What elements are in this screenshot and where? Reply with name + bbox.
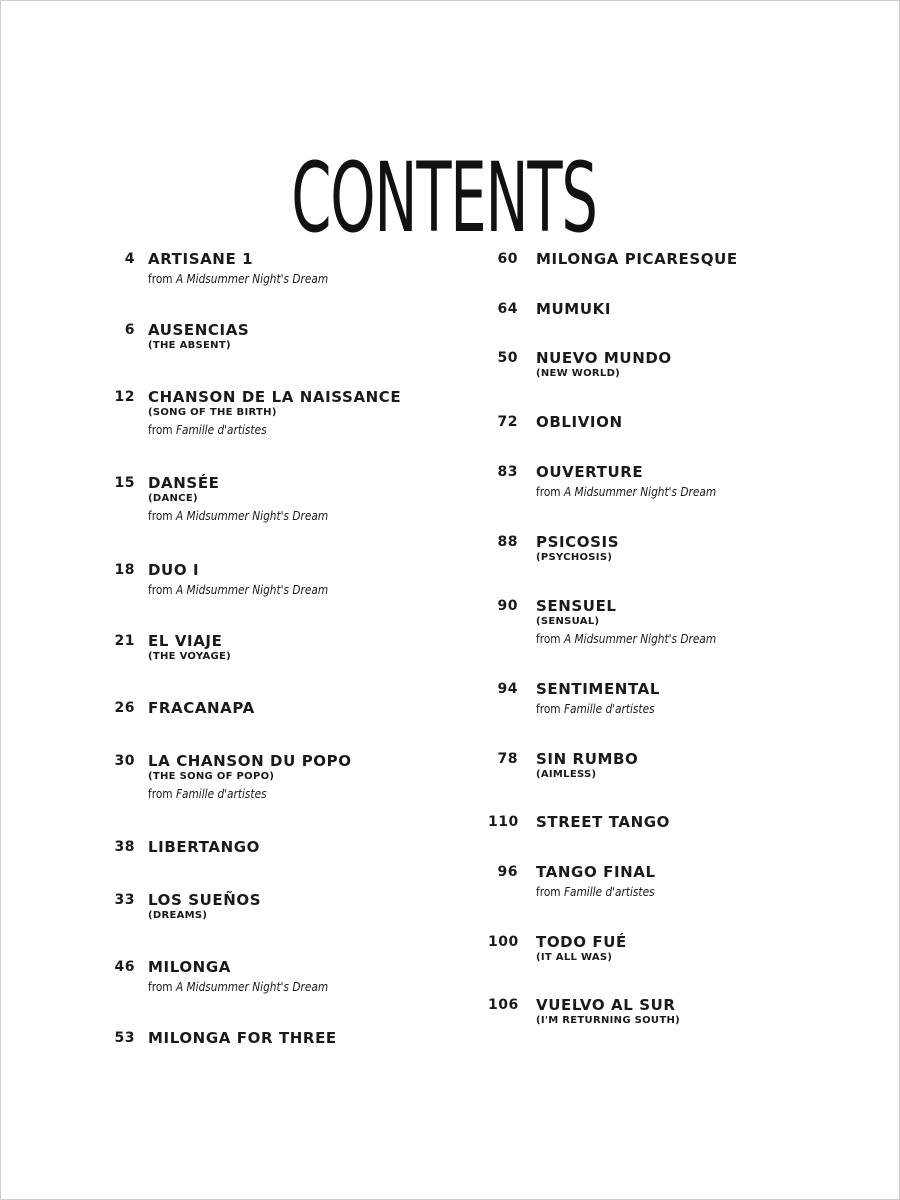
- song-source: [148, 978, 328, 996]
- page-number: 53: [114, 1030, 135, 1046]
- source-work: Famille d'artistes: [563, 885, 655, 899]
- source-prefix: from: [148, 509, 173, 523]
- source-work: A Midsummer Night's Dream: [175, 272, 329, 286]
- page-number: 100: [488, 934, 519, 950]
- song-title: FRACANAPA: [148, 699, 255, 717]
- source-work: Famille d'artistes: [563, 702, 655, 716]
- entry-text: [536, 598, 741, 648]
- song-source: [148, 507, 328, 525]
- entry-text: [148, 1030, 337, 1047]
- entry-text: [148, 251, 353, 288]
- entry-text: [536, 301, 611, 318]
- page-number: 90: [497, 598, 518, 614]
- entry-text: [148, 322, 249, 352]
- song-title: OBLIVION: [536, 413, 623, 431]
- source-prefix: from: [148, 980, 173, 994]
- page-number: 21: [114, 633, 135, 649]
- page-number: 6: [124, 322, 135, 338]
- song-translation: (THE VOYAGE): [148, 651, 232, 662]
- entry-text: [536, 864, 671, 901]
- page-number: 50: [497, 350, 518, 366]
- entry-text: [148, 633, 231, 663]
- song-title: DANSÉE: [148, 474, 220, 492]
- source-prefix: from: [536, 632, 561, 646]
- page-title: CONTENTS: [291, 142, 597, 255]
- source-work: A Midsummer Night's Dream: [563, 632, 717, 646]
- page-number: 78: [497, 751, 518, 767]
- entry-text: [536, 534, 619, 564]
- song-translation: (SENSUAL): [536, 616, 600, 627]
- source-prefix: from: [536, 885, 561, 899]
- song-translation: (NEW WORLD): [536, 368, 621, 379]
- page-number: 72: [497, 414, 518, 430]
- page-number: 60: [497, 251, 518, 267]
- song-title: VUELVO AL SUR: [536, 996, 676, 1014]
- page-number: 64: [497, 301, 518, 317]
- page-number: 38: [114, 839, 135, 855]
- song-title: SIN RUMBO: [536, 750, 639, 768]
- entry-text: [148, 389, 401, 439]
- song-source: [536, 883, 655, 901]
- song-title: PSICOSIS: [536, 533, 620, 551]
- song-translation: (IT ALL WAS): [536, 952, 613, 963]
- song-title: EL VIAJE: [148, 632, 223, 650]
- song-translation: (THE SONG OF POPO): [148, 771, 275, 782]
- entry-text: [148, 839, 260, 856]
- song-source: [536, 700, 655, 718]
- source-work: A Midsummer Night's Dream: [175, 509, 329, 523]
- song-title: MUMUKI: [536, 300, 612, 318]
- source-work: A Midsummer Night's Dream: [175, 980, 329, 994]
- page-number: 33: [114, 892, 135, 908]
- page-number: 26: [114, 700, 135, 716]
- song-source: [536, 630, 716, 648]
- song-title: LIBERTANGO: [148, 838, 260, 856]
- entry-text: [148, 562, 353, 599]
- page-number: 110: [488, 814, 519, 830]
- song-title: TANGO FINAL: [536, 863, 656, 881]
- entry-text: [148, 892, 261, 922]
- song-title: CHANSON DE LA NAISSANCE: [148, 388, 402, 406]
- entry-text: [148, 700, 255, 717]
- song-title: STREET TANGO: [536, 813, 671, 831]
- song-source: [148, 785, 327, 803]
- entry-text: [536, 251, 738, 268]
- song-title: AUSENCIAS: [148, 321, 250, 339]
- song-translation: (THE ABSENT): [148, 340, 231, 351]
- entry-text: [536, 814, 670, 831]
- song-title: DUO I: [148, 561, 200, 579]
- page-number: 15: [114, 475, 135, 491]
- page-number: 30: [114, 753, 135, 769]
- song-title: SENSUEL: [536, 597, 617, 615]
- source-prefix: from: [536, 485, 561, 499]
- page-number: 18: [114, 562, 135, 578]
- page-number: 88: [497, 534, 518, 550]
- song-translation: (DREAMS): [148, 910, 208, 921]
- song-translation: (I'M RETURNING SOUTH): [536, 1015, 680, 1026]
- source-prefix: from: [148, 272, 173, 286]
- song-source: [148, 581, 328, 599]
- song-title: OUVERTURE: [536, 463, 644, 481]
- entry-text: [148, 959, 353, 996]
- song-source: [536, 483, 716, 501]
- entry-text: [536, 751, 638, 781]
- page-number: 12: [114, 389, 135, 405]
- song-title: NUEVO MUNDO: [536, 349, 672, 367]
- entry-text: [536, 350, 672, 380]
- song-translation: (DANCE): [148, 493, 198, 504]
- page-number: 83: [497, 464, 518, 480]
- page-number: 94: [497, 681, 518, 697]
- song-title: LOS SUEÑOS: [148, 891, 262, 909]
- song-title: LA CHANSON DU POPO: [148, 752, 352, 770]
- page-number: 46: [114, 959, 135, 975]
- entry-text: [148, 475, 353, 525]
- song-translation: (AIMLESS): [536, 769, 597, 780]
- source-prefix: from: [148, 583, 173, 597]
- entry-text: [536, 681, 671, 718]
- page-number: 106: [488, 997, 519, 1013]
- song-source: [148, 270, 328, 288]
- source-work: Famille d'artistes: [175, 787, 267, 801]
- song-title: TODO FUÉ: [536, 933, 627, 951]
- page-number: 96: [497, 864, 518, 880]
- source-prefix: from: [536, 702, 561, 716]
- song-title: MILONGA FOR THREE: [148, 1029, 337, 1047]
- source-work: A Midsummer Night's Dream: [563, 485, 717, 499]
- entry-text: [536, 997, 680, 1027]
- song-title: MILONGA: [148, 958, 231, 976]
- song-title: MILONGA PICARESQUE: [536, 250, 738, 268]
- song-source: [148, 421, 371, 439]
- entry-text: [148, 753, 352, 803]
- source-prefix: from: [148, 423, 173, 437]
- song-title: SENTIMENTAL: [536, 680, 660, 698]
- entry-text: [536, 934, 627, 964]
- entry-text: [536, 464, 741, 501]
- source-work: A Midsummer Night's Dream: [175, 583, 329, 597]
- song-title: ARTISANE 1: [148, 250, 254, 268]
- page-number: 4: [124, 251, 135, 267]
- source-work: Famille d'artistes: [175, 423, 267, 437]
- song-translation: (PSYCHOSIS): [536, 552, 613, 563]
- source-prefix: from: [148, 787, 173, 801]
- entry-text: [536, 414, 623, 431]
- song-translation: (SONG OF THE BIRTH): [148, 407, 277, 418]
